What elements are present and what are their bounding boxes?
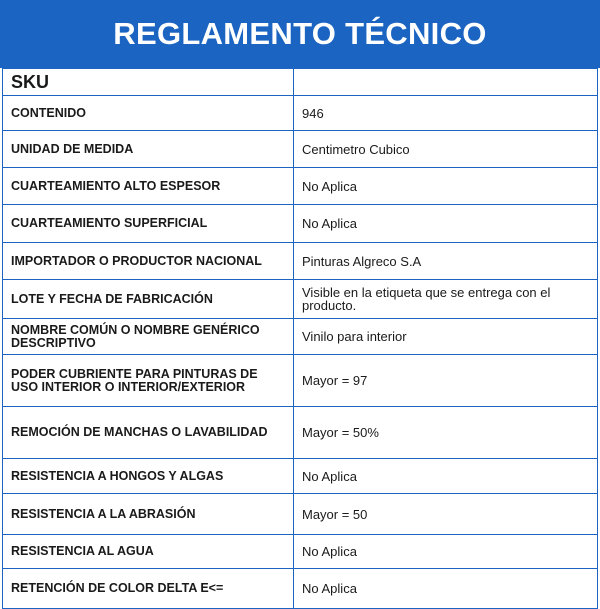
table-row (3, 205, 598, 243)
table-row (3, 535, 598, 569)
page-title: REGLAMENTO TÉCNICO (113, 16, 487, 51)
table-row (3, 96, 598, 131)
row-label: REMOCIÓN DE MANCHAS O LAVABILIDAD (3, 407, 294, 459)
table-row (3, 243, 598, 280)
table-row-sku (3, 69, 598, 96)
row-value: Mayor = 50% (294, 407, 598, 459)
row-label: RESISTENCIA AL AGUA (3, 535, 294, 569)
row-label: LOTE Y FECHA DE FABRICACIÓN (3, 280, 294, 319)
header-banner (0, 0, 600, 68)
row-value: 946 (294, 96, 598, 131)
table-row (3, 459, 598, 494)
sku-value (294, 69, 598, 96)
row-label: RESISTENCIA A HONGOS Y ALGAS (3, 459, 294, 494)
row-label: IMPORTADOR O PRODUCTOR NACIONAL (3, 243, 294, 280)
table-row (3, 319, 598, 355)
spec-table (2, 68, 598, 609)
row-value: Mayor = 97 (294, 355, 598, 407)
table-row (3, 569, 598, 609)
row-value: No Aplica (294, 459, 598, 494)
row-value: No Aplica (294, 205, 598, 243)
row-value: Pinturas Algreco S.A (294, 243, 598, 280)
row-label: RETENCIÓN DE COLOR DELTA E<= (3, 569, 294, 609)
row-value: Centimetro Cubico (294, 131, 598, 168)
table-row (3, 355, 598, 407)
table-row (3, 407, 598, 459)
row-value: No Aplica (294, 535, 598, 569)
row-value: Visible en la etiqueta que se entrega con el producto. (294, 280, 598, 319)
row-label: CUARTEAMIENTO SUPERFICIAL (3, 205, 294, 243)
row-value: Vinilo para interior (294, 319, 598, 355)
table-row (3, 280, 598, 319)
row-label: PODER CUBRIENTE PARA PINTURAS DE USO INTERIOR O INTERIOR/EXTERIOR (3, 355, 294, 407)
sku-label: SKU (3, 69, 294, 96)
table-row (3, 494, 598, 535)
row-label: NOMBRE COMÚN O NOMBRE GENÉRICO DESCRIPTIVO (3, 319, 294, 355)
table-row (3, 131, 598, 168)
row-label: UNIDAD DE MEDIDA (3, 131, 294, 168)
row-label: CONTENIDO (3, 96, 294, 131)
table-row (3, 168, 598, 205)
row-label: RESISTENCIA A LA ABRASIÓN (3, 494, 294, 535)
row-label: CUARTEAMIENTO ALTO ESPESOR (3, 168, 294, 205)
row-value: No Aplica (294, 168, 598, 205)
row-value: Mayor = 50 (294, 494, 598, 535)
row-value: No Aplica (294, 569, 598, 609)
